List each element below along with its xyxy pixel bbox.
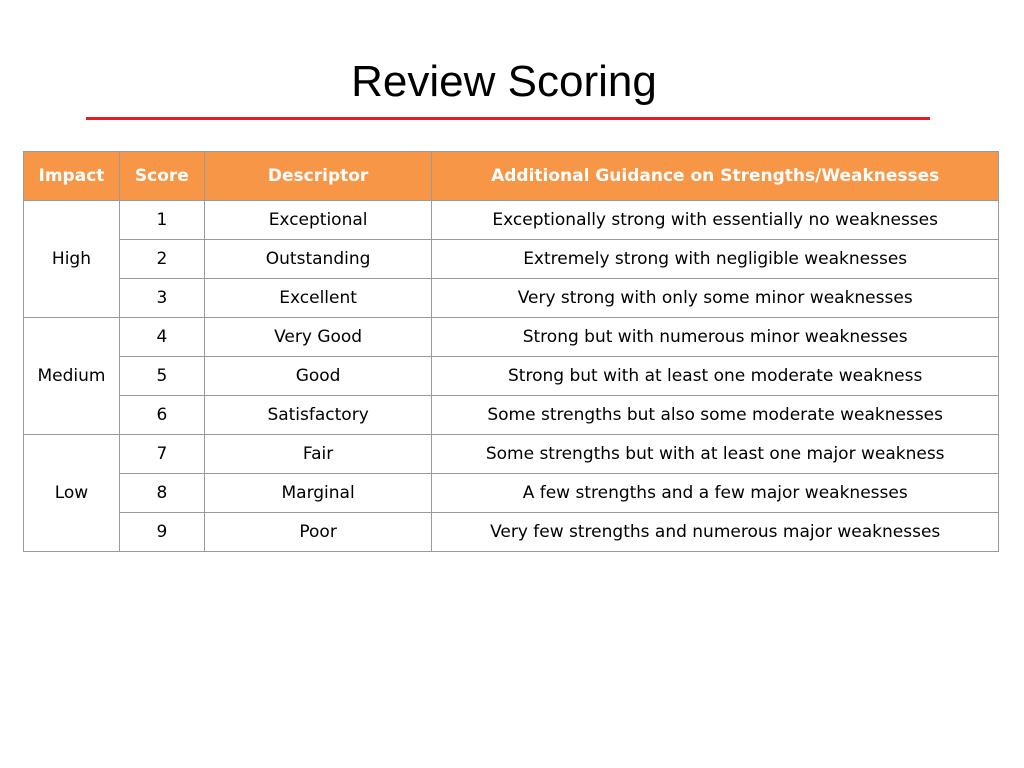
title-underline: [86, 117, 930, 120]
descriptor-cell: Good: [204, 357, 432, 396]
header-descriptor: Descriptor: [204, 152, 432, 201]
table-row: [24, 357, 999, 396]
header-score: Score: [119, 152, 204, 201]
table-row: [24, 435, 999, 474]
header-impact: Impact: [24, 152, 120, 201]
table-row: [24, 474, 999, 513]
descriptor-cell: Very Good: [204, 318, 432, 357]
guidance-cell: Exceptionally strong with essentially no weaknesses: [432, 201, 999, 240]
table-row: [24, 279, 999, 318]
score-cell: 5: [119, 357, 204, 396]
descriptor-cell: Poor: [204, 513, 432, 552]
table-row: [24, 513, 999, 552]
score-cell: 3: [119, 279, 204, 318]
descriptor-cell: Marginal: [204, 474, 432, 513]
guidance-cell: Very few strengths and numerous major weaknesses: [432, 513, 999, 552]
impact-cell-medium: Medium: [24, 318, 120, 435]
table-row: [24, 396, 999, 435]
score-cell: 1: [119, 201, 204, 240]
table-header-row: [24, 152, 999, 201]
impact-cell-high: High: [24, 201, 120, 318]
guidance-cell: A few strengths and a few major weaknesses: [432, 474, 999, 513]
descriptor-cell: Outstanding: [204, 240, 432, 279]
score-cell: 2: [119, 240, 204, 279]
descriptor-cell: Exceptional: [204, 201, 432, 240]
descriptor-cell: Fair: [204, 435, 432, 474]
guidance-cell: Strong but with numerous minor weaknesses: [432, 318, 999, 357]
table-row: [24, 240, 999, 279]
header-guidance: Additional Guidance on Strengths/Weaknesses: [432, 152, 999, 201]
guidance-cell: Some strengths but with at least one major weakness: [432, 435, 999, 474]
descriptor-cell: Excellent: [204, 279, 432, 318]
score-cell: 8: [119, 474, 204, 513]
slide-title: Review Scoring: [351, 57, 657, 106]
score-cell: 4: [119, 318, 204, 357]
score-cell: 7: [119, 435, 204, 474]
guidance-cell: Some strengths but also some moderate weaknesses: [432, 396, 999, 435]
guidance-cell: Very strong with only some minor weaknesses: [432, 279, 999, 318]
descriptor-cell: Satisfactory: [204, 396, 432, 435]
review-scoring-table: [23, 151, 999, 552]
score-cell: 6: [119, 396, 204, 435]
table-row: [24, 318, 999, 357]
table-row: [24, 201, 999, 240]
score-cell: 9: [119, 513, 204, 552]
guidance-cell: Strong but with at least one moderate weakness: [432, 357, 999, 396]
guidance-cell: Extremely strong with negligible weaknesses: [432, 240, 999, 279]
impact-cell-low: Low: [24, 435, 120, 552]
